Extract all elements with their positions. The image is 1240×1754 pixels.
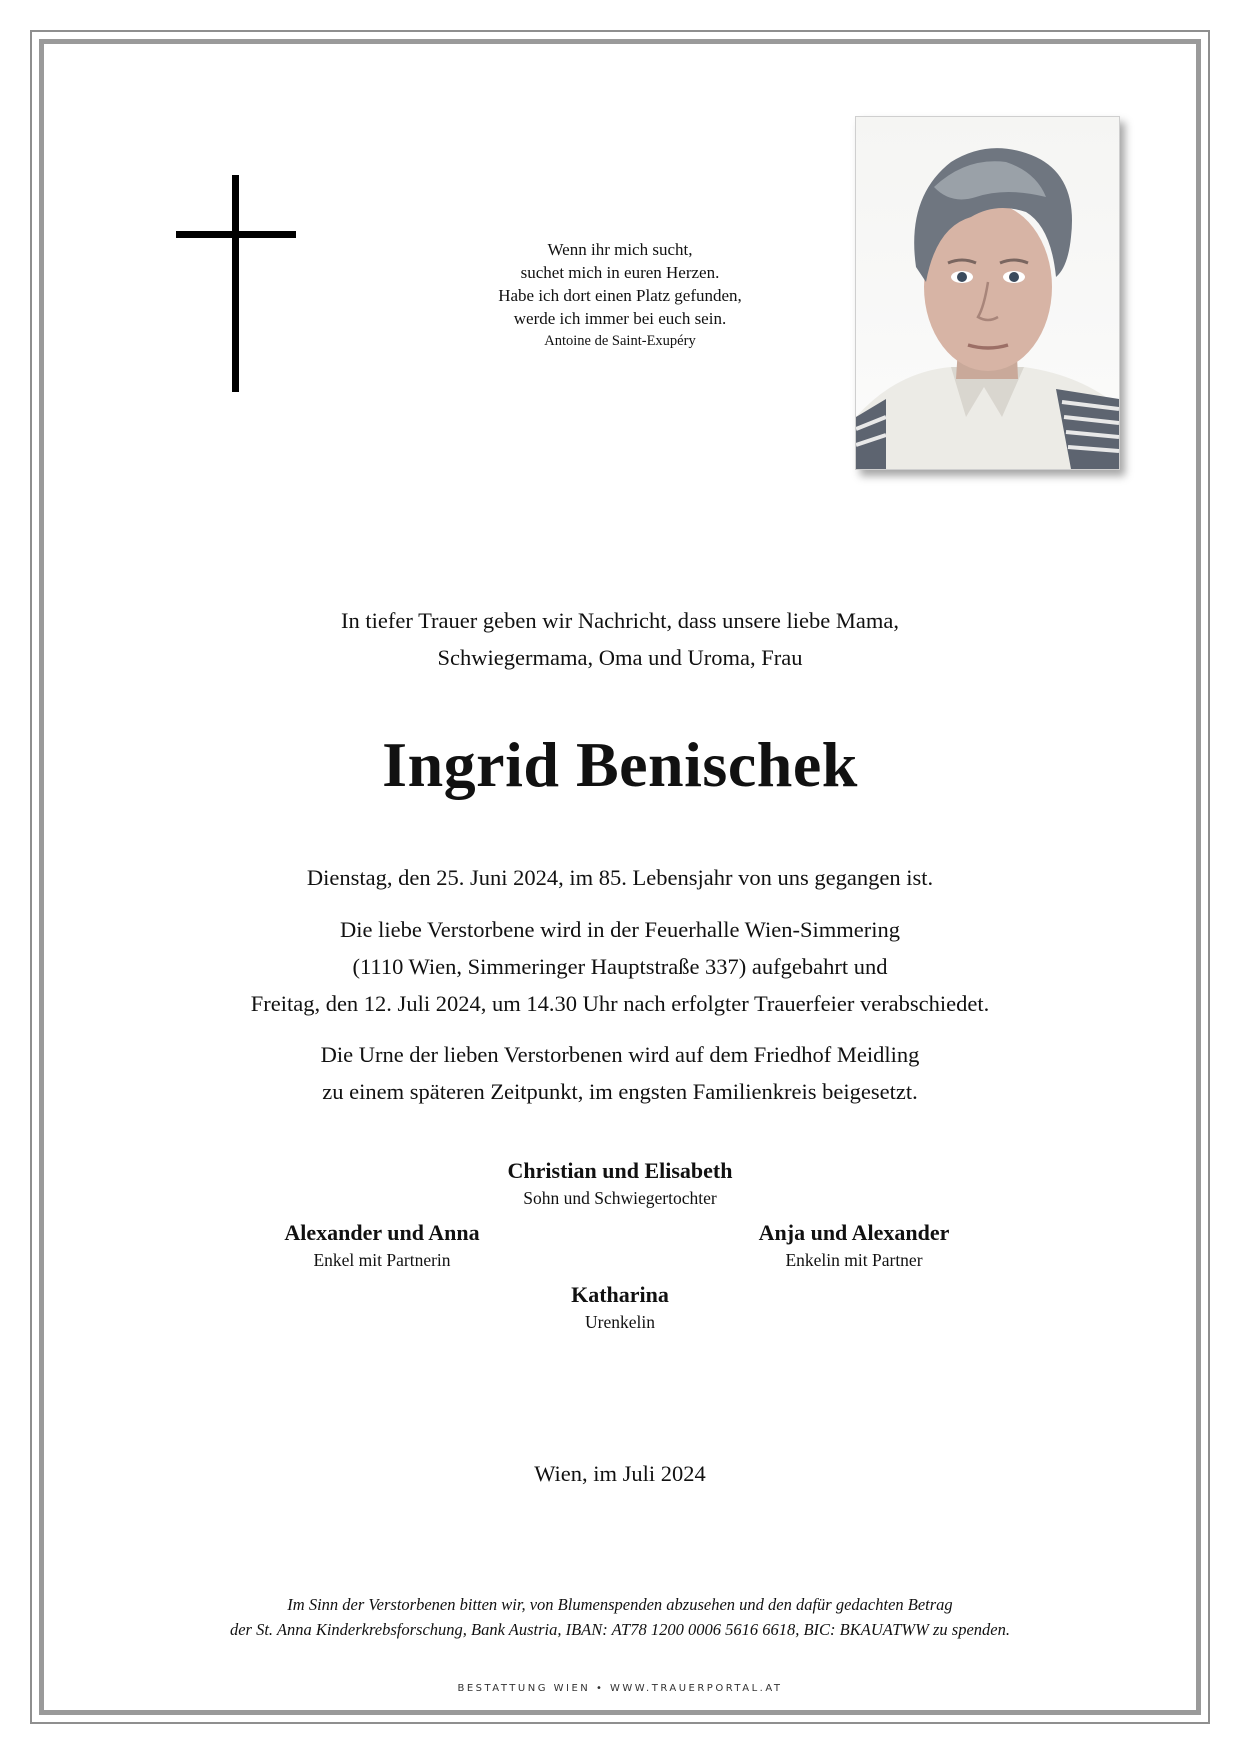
mourner-name: Katharina (571, 1282, 669, 1307)
mourner-entry (664, 1218, 1044, 1272)
mourner-name: Anja und Alexander (758, 1220, 950, 1245)
footer-imprint: BESTATTUNG WIEN • WWW.TRAUERPORTAL.AT (457, 1683, 783, 1694)
ceremony-line: Freitag, den 12. Juli 2024, um 14.30 Uhr nach erfolgter Trauerfeier verabschiedet. (250, 991, 990, 1016)
mourner-relation: Urenkelin (585, 1312, 655, 1332)
intro-line: In tiefer Trauer geben wir Nachricht, dass unsere liebe Mama, (341, 608, 899, 633)
ceremony-text (140, 911, 1100, 1022)
intro-line: Schwiegermama, Oma und Uroma, Frau (437, 645, 803, 670)
donation-note (100, 1592, 1140, 1642)
quote-line: werde ich immer bei euch sein. (513, 309, 727, 328)
mourner-name: Christian und Elisabeth (507, 1158, 733, 1183)
intro-text (140, 602, 1100, 676)
quote-line: Habe ich dort einen Platz gefunden, (498, 286, 742, 305)
death-notice: Dienstag, den 25. Juni 2024, im 85. Lebensjahr von uns gegangen ist. (306, 865, 934, 890)
memorial-quote (440, 238, 800, 352)
deceased-name: Ingrid Benischek (382, 729, 858, 800)
portrait-illustration (856, 117, 1119, 469)
mourner-entry (430, 1280, 810, 1334)
burial-text (140, 1036, 1100, 1110)
mourner-relation: Sohn und Schwiegertochter (523, 1188, 717, 1208)
ceremony-line: Die liebe Verstorbene wird in der Feuerhalle Wien-Simmering (340, 917, 900, 942)
cross-icon (176, 175, 296, 392)
quote-author: Antoine de Saint-Exupéry (544, 333, 696, 349)
mourner-relation: Enkelin mit Partner (785, 1250, 923, 1270)
donation-line: Im Sinn der Verstorbenen bitten wir, von Blumenspenden abzusehen und den dafür gedachten Betrag (287, 1595, 953, 1614)
quote-line: suchet mich in euren Herzen. (520, 263, 720, 282)
portrait-photo (855, 116, 1120, 470)
donation-line: der St. Anna Kinderkrebsforschung, Bank Austria, IBAN: AT78 1200 0006 5616 6618, BIC: BKAUATWW zu spenden. (229, 1620, 1011, 1639)
mourner-name: Alexander und Anna (284, 1220, 480, 1245)
quote-line: Wenn ihr mich sucht, (547, 240, 693, 259)
burial-line: zu einem späteren Zeitpunkt, im engsten Familienkreis beigesetzt. (322, 1079, 918, 1104)
place-date: Wien, im Juli 2024 (534, 1461, 706, 1486)
burial-line: Die Urne der lieben Verstorbenen wird auf dem Friedhof Meidling (320, 1042, 920, 1067)
mourner-relation: Enkel mit Partnerin (313, 1250, 451, 1270)
mourner-entry (430, 1156, 810, 1210)
ceremony-line: (1110 Wien, Simmeringer Hauptstraße 337) aufgebahrt und (352, 954, 888, 979)
mourner-entry (192, 1218, 572, 1272)
